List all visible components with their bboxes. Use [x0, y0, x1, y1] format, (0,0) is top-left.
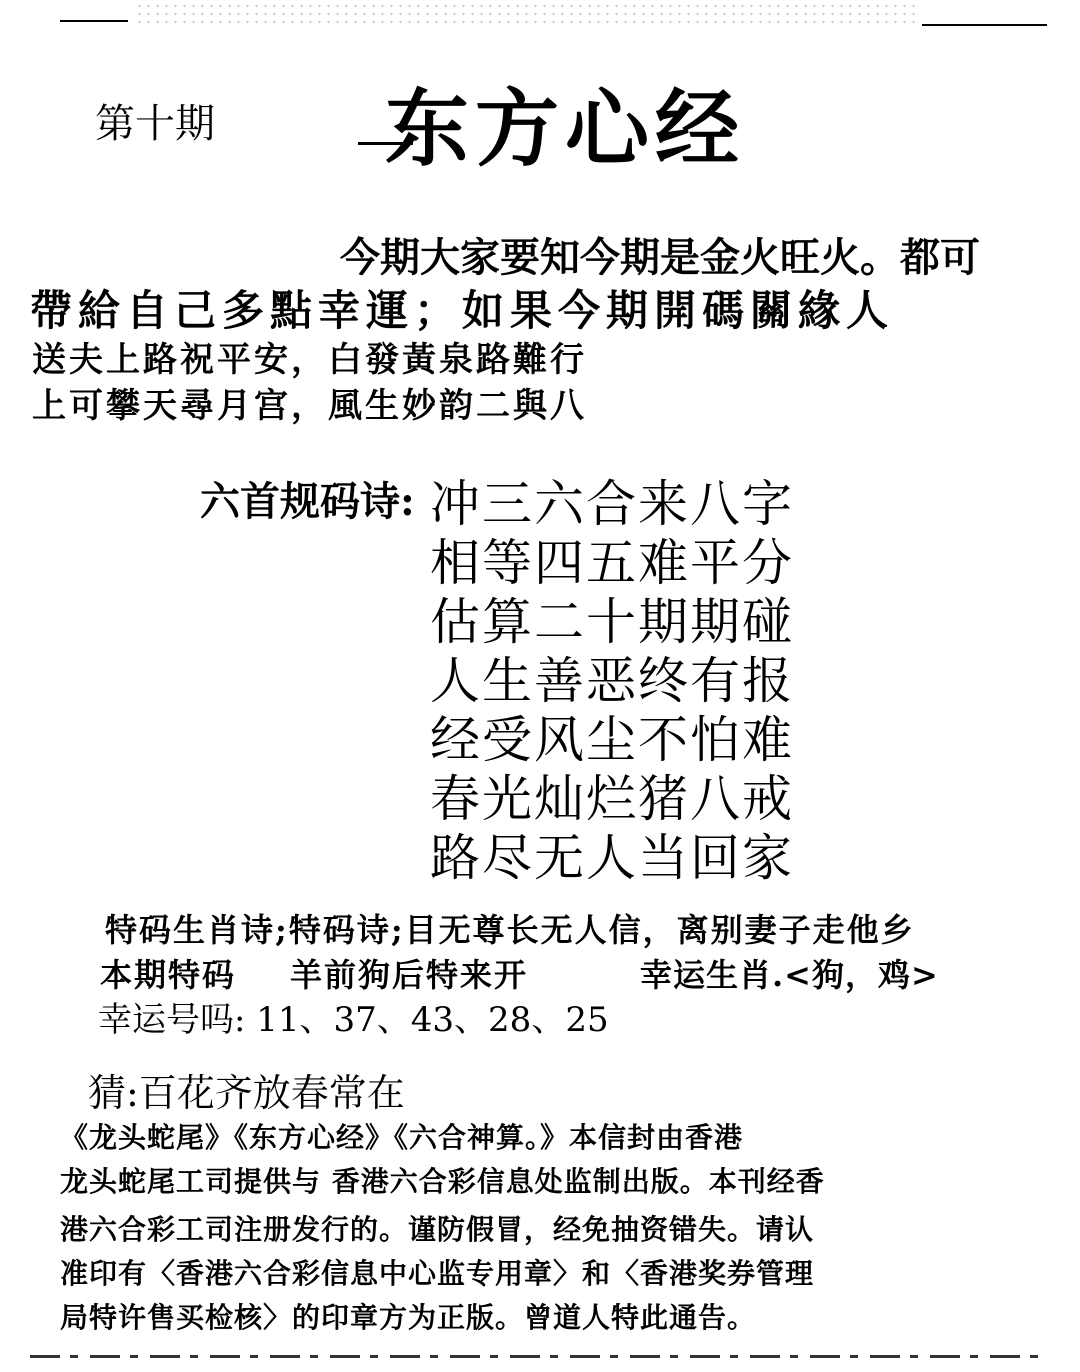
- poem-line-7: 路尽无人当回家: [430, 829, 794, 887]
- intro-line-4: 上可攀天尋月宫，風生妙韵二與八: [32, 386, 587, 426]
- notice-line-5: 局特许售买检核〉的印章方为正版。曾道人特此通告。: [60, 1301, 757, 1334]
- special-code-poem: 特码生肖诗;特码诗;目无尊长无人信，离别妻子走他乡: [105, 911, 915, 949]
- notice-line-1: 《龙头蛇尾》《东方心经》《六合神算。》本信封由香港: [60, 1121, 744, 1154]
- poem-line-2: 相等四五难平分: [430, 534, 794, 592]
- notice-line-2: 龙头蛇尾工司提供与 香港六合彩信息处监制出版。本刊经香: [60, 1165, 825, 1198]
- poem-line-5: 经受风尘不怕难: [430, 711, 794, 769]
- lucky-zodiac: 幸运生肖.<狗，鸡>: [640, 956, 939, 994]
- poem-line-6: 春光灿烂猪八戒: [430, 770, 794, 828]
- poem-label: 六首规码诗:: [200, 478, 415, 525]
- poem-line-1: 冲三六合来八字: [430, 475, 794, 533]
- notice-line-3: 港六合彩工司注册发行的。谨防假冒，经免抽资错失。请认: [60, 1213, 815, 1246]
- intro-line-3: 送夫上路祝平安，白發黃泉路難行: [32, 340, 587, 380]
- poem-line-4: 人生善恶终有报: [430, 652, 794, 710]
- notice-line-4: 准印有〈香港六合彩信息中心监专用章〉和〈香港奖券管理: [60, 1257, 815, 1290]
- issue-number: 第十期: [95, 101, 215, 146]
- page-title: 东方心经: [385, 80, 746, 178]
- top-rule-left: [60, 20, 128, 22]
- top-scan-noise: [135, 2, 915, 26]
- riddle: 猜:百花齐放春常在: [88, 1071, 405, 1115]
- poem-line-3: 估算二十期期碰: [430, 593, 794, 651]
- top-rule-right: [922, 24, 1047, 26]
- special-code-label: 本期特码: [100, 956, 237, 994]
- lucky-numbers: 幸运号吗: 11、37、43、28、25: [98, 1000, 609, 1040]
- special-code-value: 羊前狗后特来开: [290, 956, 529, 994]
- bottom-scan-edge: [30, 1355, 1050, 1358]
- intro-line-1: 今期大家要知今期是金火旺火。都可: [340, 234, 980, 281]
- intro-line-2: 帶給自己多點幸運；如果今期開碼關緣人: [30, 286, 895, 335]
